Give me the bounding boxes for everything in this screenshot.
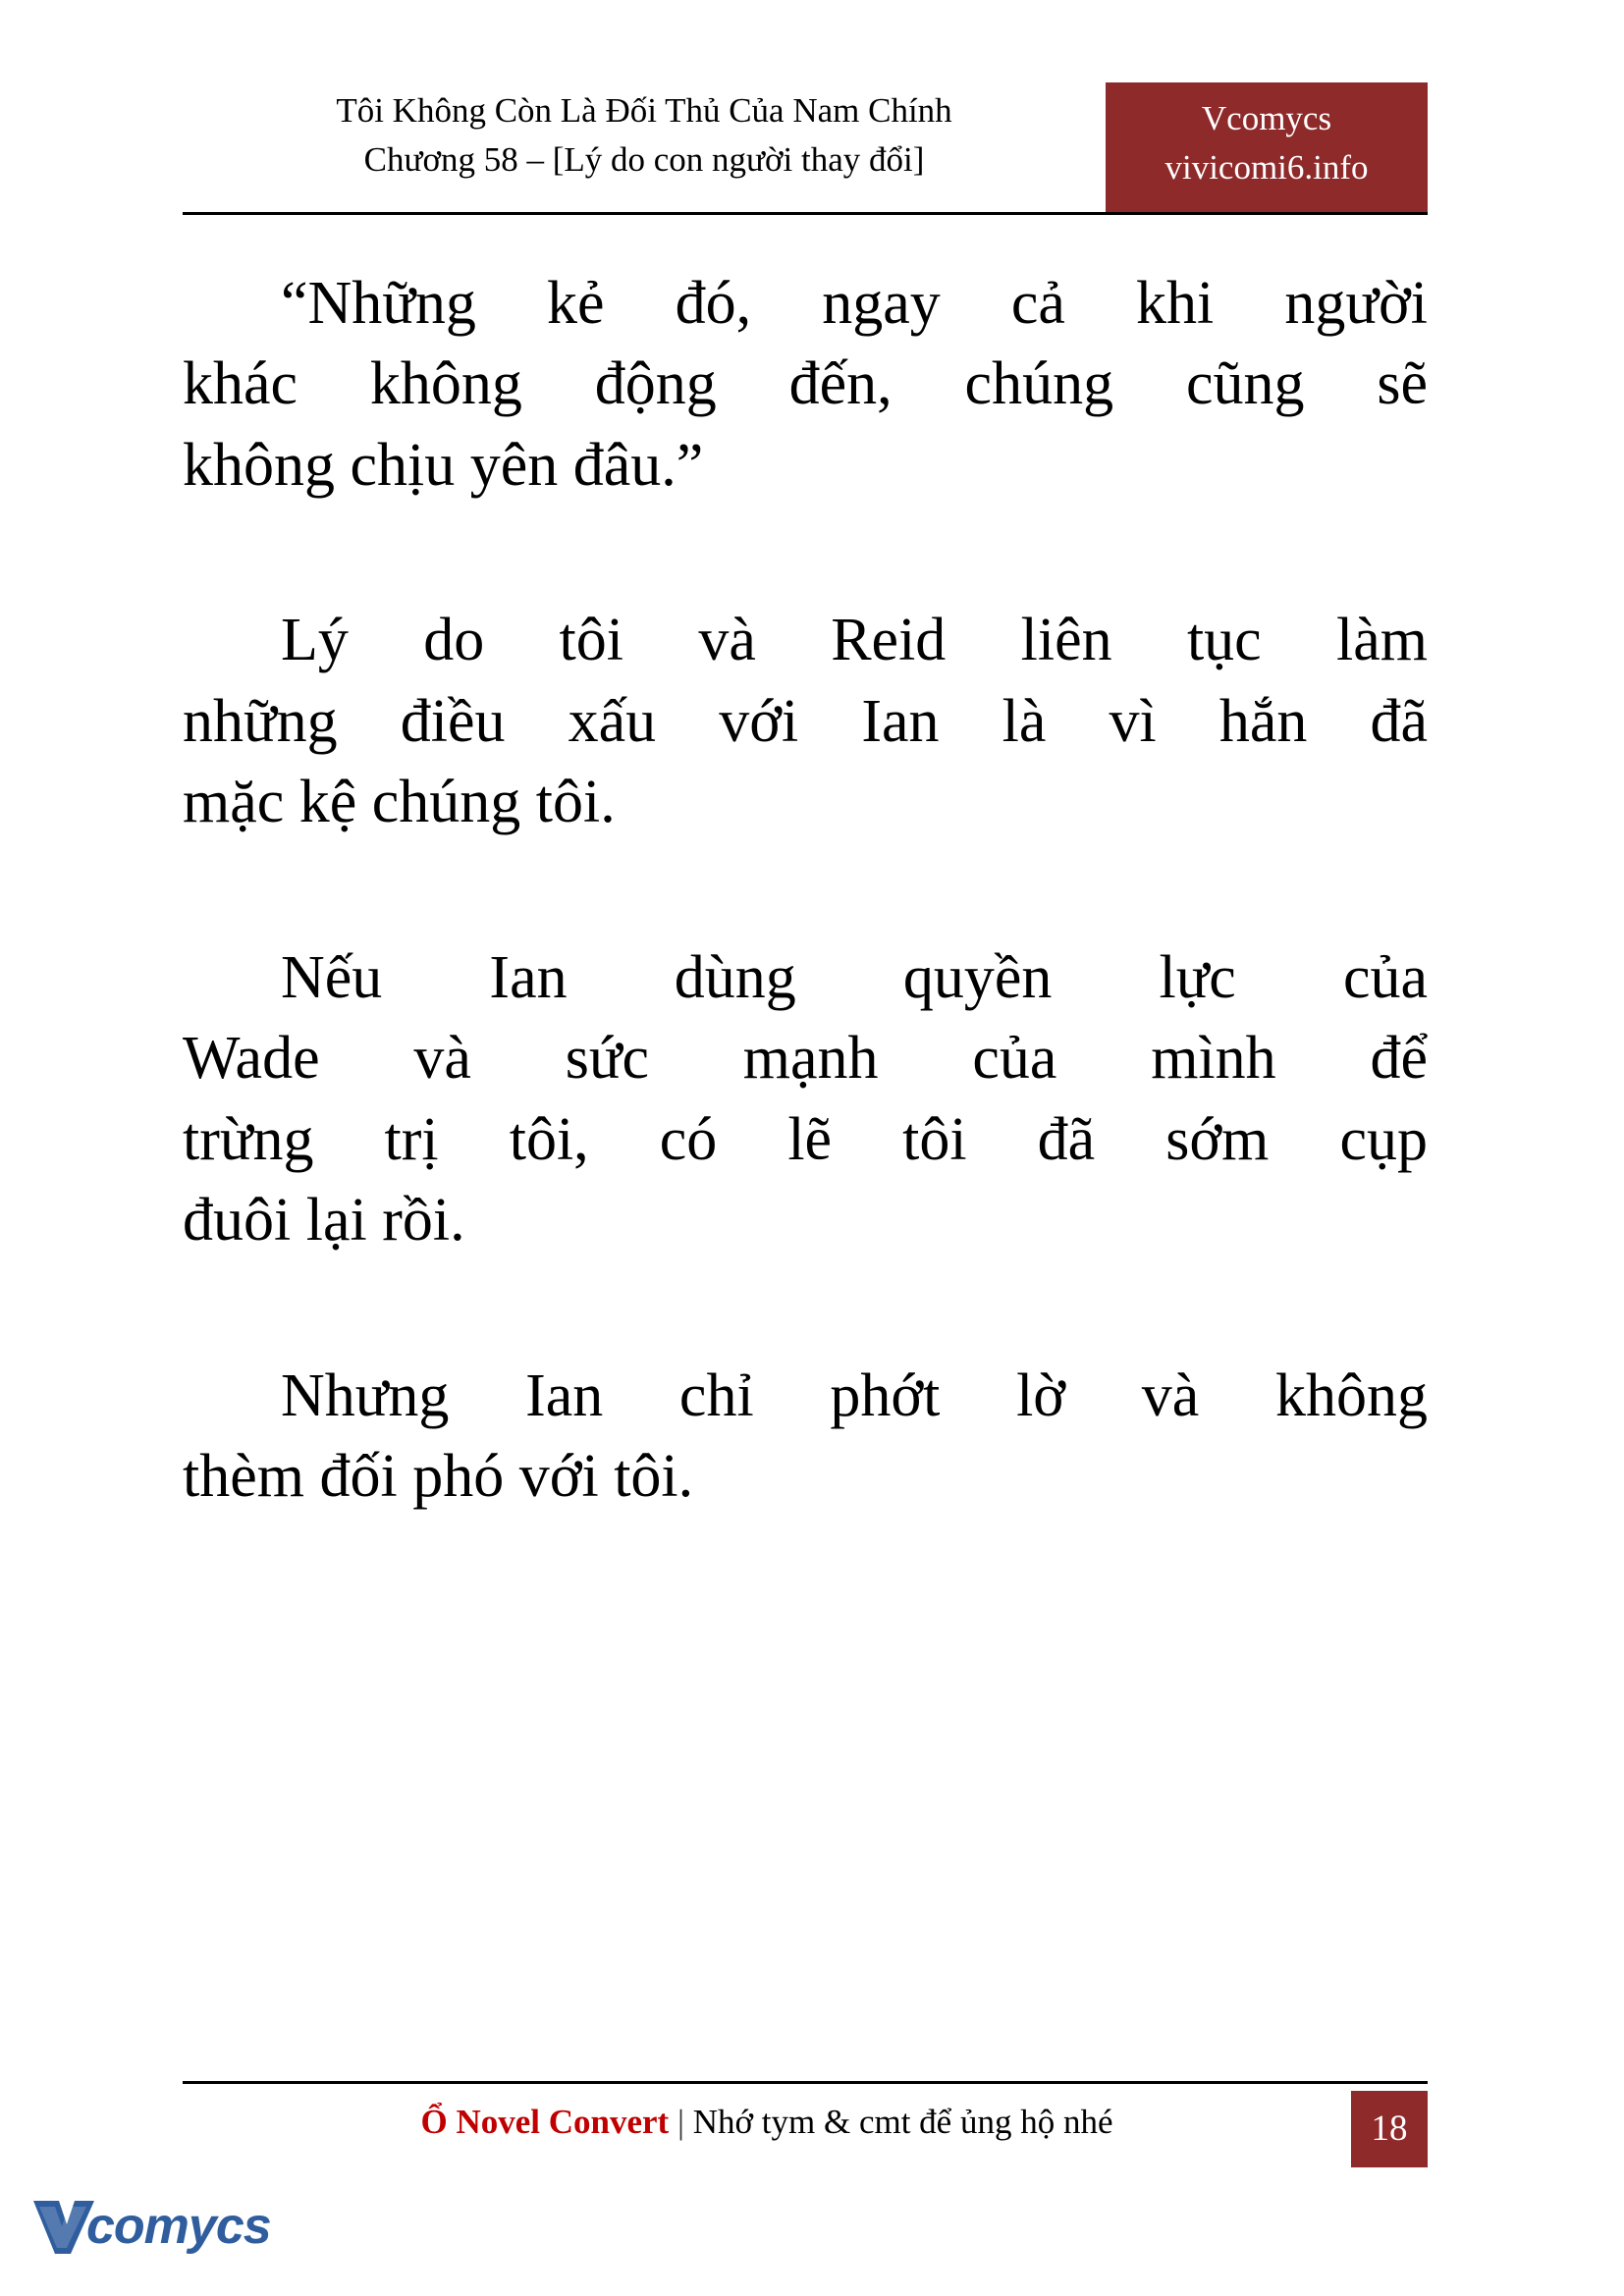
- site-badge: [1106, 82, 1428, 212]
- watermark-text: comycs: [86, 2198, 271, 2255]
- page-body: [183, 263, 1428, 1611]
- footer-divider: [183, 2081, 1428, 2084]
- header-divider: [183, 212, 1428, 215]
- novel-title: Tôi Không Còn Là Đối Thủ Của Nam Chính: [336, 91, 952, 130]
- paragraph-line: Wade và sức mạnh của mình để: [183, 1025, 1428, 1093]
- footer-brand: Ổ Novel Convert: [420, 2103, 670, 2141]
- footer-content: [183, 2091, 1428, 2167]
- watermark-logo: [29, 2191, 275, 2273]
- paragraph-line: không chịu yên đâu.”: [183, 431, 704, 499]
- site-url: vivicomi6.info: [1164, 147, 1369, 187]
- paragraph-1: [183, 263, 1428, 506]
- header-title-block: [183, 86, 1106, 184]
- page-header: [183, 86, 1428, 214]
- paragraph-line: mặc kệ chúng tôi.: [183, 769, 616, 836]
- paragraph-line: Lý do tôi và Reid liên tục làm: [281, 607, 1428, 674]
- page-footer: [183, 2081, 1428, 2171]
- paragraph-line: đuôi lại rồi.: [183, 1187, 465, 1255]
- footer-separator: |: [677, 2103, 684, 2141]
- paragraph-line: “Những kẻ đó, ngay cả khi người: [281, 270, 1428, 337]
- paragraph-line: khác không động đến, chúng cũng sẽ: [183, 350, 1428, 418]
- footer-credit: [183, 2103, 1351, 2142]
- paragraph-line: thèm đối phó với tôi.: [183, 1442, 694, 1510]
- paragraph-line: trừng trị tôi, có lẽ tôi đã sớm cụp: [183, 1105, 1428, 1173]
- paragraph-4: [183, 1356, 1428, 1518]
- paragraph-line: Nhưng Ian chỉ phớt lờ và không: [281, 1362, 1428, 1429]
- paragraph-3: [183, 937, 1428, 1261]
- page-number: 18: [1351, 2091, 1428, 2167]
- chapter-title: Chương 58 – [Lý do con người thay đổi]: [363, 139, 925, 179]
- site-name: Vcomycs: [1201, 99, 1332, 137]
- paragraph-2: [183, 600, 1428, 842]
- paragraph-line: Nếu Ian dùng quyền lực của: [281, 943, 1428, 1011]
- footer-note: Nhớ tym & cmt để ủng hộ nhé: [692, 2103, 1113, 2141]
- paragraph-line: những điều xấu với Ian là vì hắn đã: [183, 687, 1428, 755]
